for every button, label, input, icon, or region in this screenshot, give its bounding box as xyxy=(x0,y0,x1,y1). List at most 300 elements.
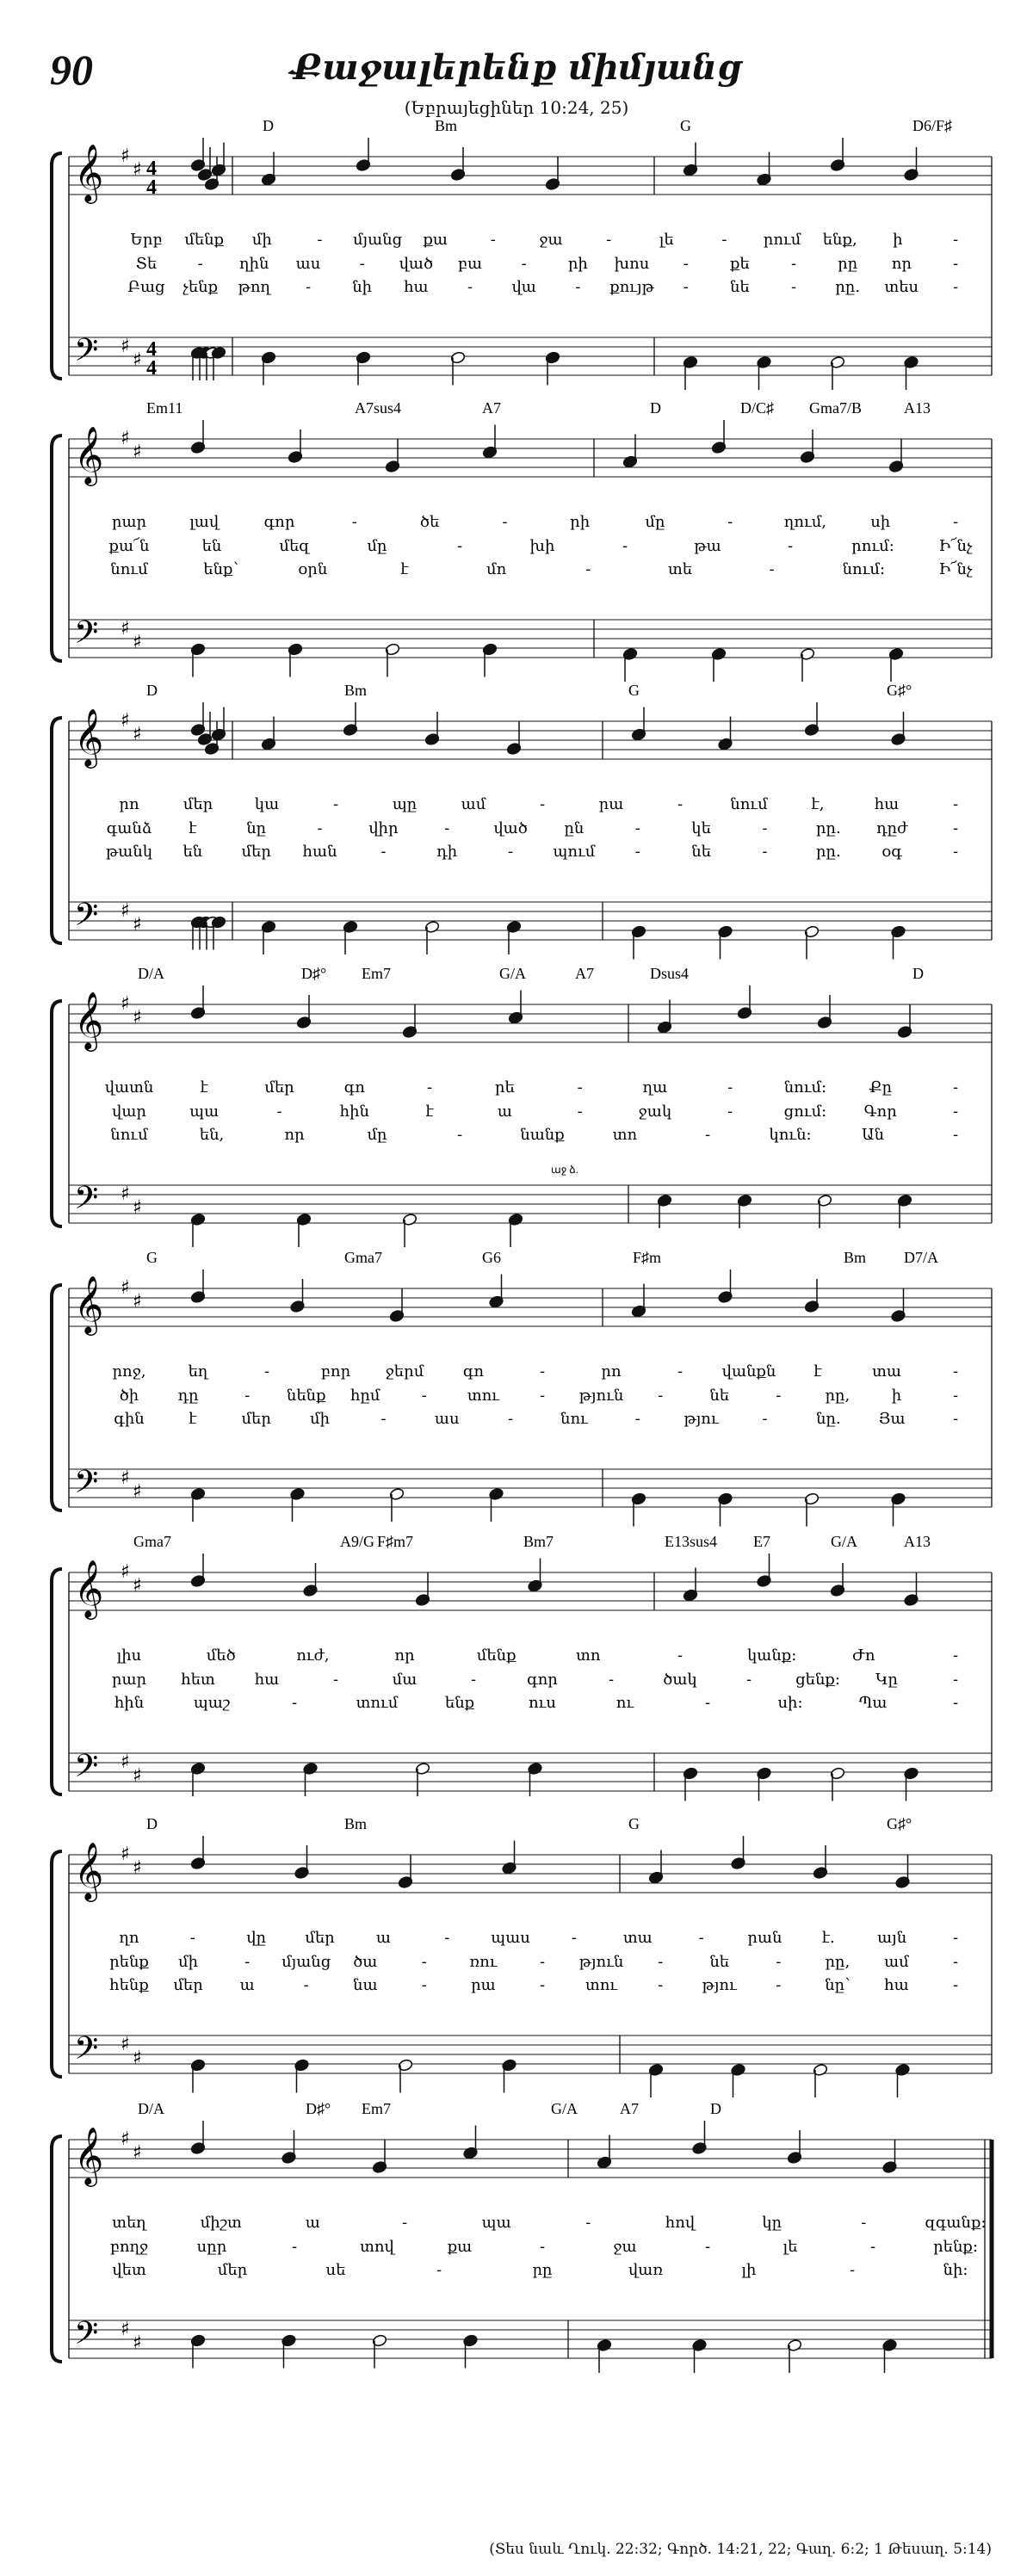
lyric-syllable: մենք xyxy=(476,1646,516,1665)
key-sharp: ♯ xyxy=(133,914,142,936)
lyric-syllable: - xyxy=(634,819,640,837)
lyric-syllable: - xyxy=(634,843,640,861)
lyric-syllable: - xyxy=(197,255,203,273)
lyric-syllable: մո xyxy=(486,560,507,578)
lyric-syllable: թյուն xyxy=(578,1387,624,1405)
key-sharp: ♯ xyxy=(121,145,130,167)
key-sharp: ♯ xyxy=(133,1481,142,1503)
lyric-syllable: րենք xyxy=(109,1953,149,1971)
lyric-syllable: հըմ xyxy=(350,1387,380,1405)
lyric-syllable: ենք xyxy=(444,1694,475,1712)
lyric-syllable: աս xyxy=(295,255,321,273)
treble-clef: 𝄞 xyxy=(74,1559,104,1617)
lyric-syllable: - xyxy=(869,2238,876,2256)
lyric-syllable: ծի xyxy=(119,1387,139,1405)
lyric-syllable: ված xyxy=(399,255,434,273)
lyric-syllable: - xyxy=(421,1387,427,1405)
lyric-syllable: տով xyxy=(360,2238,394,2256)
lyric-syllable: ըն xyxy=(564,819,585,837)
chord-symbol: D7/A xyxy=(904,1249,938,1266)
lyric-syllable: մեզ xyxy=(279,537,310,555)
key-sharp: ♯ xyxy=(121,2319,130,2340)
key-sharp: ♯ xyxy=(121,900,130,922)
lyric-syllable: լե xyxy=(782,2238,798,2256)
system-bracket xyxy=(52,1285,62,1510)
lyric-syllable: են, xyxy=(199,1126,225,1144)
bass-clef: 𝄢 xyxy=(74,1464,99,1508)
key-sharp: ♯ xyxy=(133,1291,142,1313)
lyric-syllable: - xyxy=(622,537,628,555)
lyric-syllable: րար xyxy=(111,513,147,531)
lyric-syllable: մի xyxy=(178,1953,199,1971)
lyric-syllable: - xyxy=(539,1387,546,1405)
lyric-syllable: Տե xyxy=(135,255,158,273)
lyric-syllable: նը՝ xyxy=(825,1976,851,1994)
lyric-syllable: - xyxy=(508,843,514,861)
lyric-syllable: խի xyxy=(529,537,555,555)
lyric-syllable: եղ xyxy=(188,1362,208,1381)
chord-symbol: D xyxy=(263,117,274,134)
key-sharp: ♯ xyxy=(133,724,142,745)
lyric-syllable: տա xyxy=(872,1362,901,1381)
lyric-syllable: - xyxy=(189,1929,195,1947)
key-sharp: ♯ xyxy=(121,428,130,449)
lyric-syllable: - xyxy=(490,231,496,249)
lyric-syllable: նում xyxy=(110,560,148,578)
lyric-syllable: րում xyxy=(763,231,801,249)
lyric-syllable: Ի՜նչ xyxy=(938,537,973,555)
lyric-syllable: են xyxy=(201,537,222,555)
lyric-syllable: - xyxy=(539,1362,546,1381)
lyric-syllable: պը xyxy=(392,795,418,813)
key-sharp: ♯ xyxy=(121,618,130,639)
lyric-syllable: հին xyxy=(114,1694,145,1712)
lyric-syllable: գանձ xyxy=(106,819,152,837)
lyric-syllable: ղում, xyxy=(783,513,827,531)
key-sharp: ♯ xyxy=(121,1467,130,1489)
bass-clef: 𝄢 xyxy=(74,1748,99,1792)
chord-symbol: D xyxy=(146,1815,158,1832)
lyric-syllable: - xyxy=(952,1078,959,1096)
lyric-syllable: որ xyxy=(394,1646,415,1665)
lyric-syllable: մեր xyxy=(173,1976,203,1994)
lyric-syllable: - xyxy=(952,1694,959,1712)
lyric-syllable: րը xyxy=(838,255,858,273)
lyric-syllable: բողջ xyxy=(109,2238,149,2256)
lyric-syllable: գոր xyxy=(527,1671,558,1689)
lyric-syllable: լի xyxy=(741,2261,757,2279)
lyric-syllable: մը xyxy=(367,537,387,555)
lyric-syllable: - xyxy=(634,1410,640,1428)
chord-symbol: D6/F♯ xyxy=(912,117,953,134)
system-bracket xyxy=(52,436,62,661)
lyric-syllable: - xyxy=(456,1126,463,1144)
lyric-syllable: - xyxy=(444,1929,450,1947)
lyric-syllable: - xyxy=(952,278,959,296)
lyric-syllable: - xyxy=(508,1410,514,1428)
lyric-syllable: - xyxy=(658,1953,664,1971)
chord-symbol: Bm xyxy=(344,1815,368,1832)
lyric-syllable: դը xyxy=(177,1387,199,1405)
lyric-syllable: րը, xyxy=(825,1387,851,1405)
lyric-syllable: Բաց xyxy=(127,278,165,296)
chord-symbol: Gma7 xyxy=(344,1249,382,1266)
lyric-syllable: - xyxy=(727,513,733,531)
lyric-syllable: - xyxy=(683,255,689,273)
lyric-syllable: - xyxy=(952,1671,959,1689)
lyric-syllable: տո xyxy=(612,1126,638,1144)
lyric-syllable: լավ xyxy=(189,513,220,531)
lyric-syllable: աս xyxy=(434,1410,460,1428)
lyric-syllable: ղա xyxy=(642,1078,668,1096)
lyric-syllable: են xyxy=(182,843,203,861)
lyric-syllable: րում: xyxy=(851,537,894,555)
lyric-syllable: մեր xyxy=(241,1410,271,1428)
lyric-syllable: նում xyxy=(110,1126,148,1144)
lyric-syllable: նը. xyxy=(816,1410,841,1428)
lyric-syllable: րոջ, xyxy=(112,1362,146,1381)
chord-symbol: G xyxy=(628,682,640,699)
lyric-syllable: - xyxy=(952,819,959,837)
lyric-syllable: նանք xyxy=(520,1126,565,1144)
lyric-syllable: - xyxy=(585,560,591,578)
key-sharp: ♯ xyxy=(121,710,130,732)
lyric-syllable: հա xyxy=(404,278,429,296)
lyric-syllable: է. xyxy=(821,1929,835,1947)
lyric-syllable: հենք xyxy=(109,1976,149,1994)
key-sharp: ♯ xyxy=(133,349,142,371)
lyric-syllable: այն xyxy=(877,1929,907,1947)
chord-symbol: D/A xyxy=(138,2100,164,2117)
bass-clef: 𝄢 xyxy=(74,1180,99,1224)
lyric-syllable: ծա xyxy=(353,1953,378,1971)
key-sharp: ♯ xyxy=(133,1765,142,1787)
lyric-syllable: խոս xyxy=(614,255,650,273)
lyric-syllable: - xyxy=(244,1387,251,1405)
lyric-syllable: րը. xyxy=(815,819,841,837)
lyric-syllable: - xyxy=(762,843,768,861)
lyric-syllable: - xyxy=(456,537,463,555)
chord-symbol: G/A xyxy=(551,2100,578,2117)
lyric-syllable: մը xyxy=(645,513,665,531)
lyric-syllable: նե xyxy=(709,1953,730,1971)
chord-symbol: G xyxy=(680,117,691,134)
lyric-syllable: - xyxy=(575,278,581,296)
lyric-syllable: - xyxy=(303,1976,309,1994)
lyric-syllable: մա xyxy=(392,1671,418,1689)
lyric-syllable: րը, xyxy=(825,1953,851,1971)
bass-clef: 𝄢 xyxy=(74,2315,99,2359)
chord-symbol: E7 xyxy=(753,1533,770,1550)
lyric-syllable: պաշ xyxy=(193,1694,231,1712)
lyric-syllable: ա xyxy=(497,1103,512,1121)
lyric-syllable: - xyxy=(332,795,339,813)
lyric-syllable: - xyxy=(727,1078,733,1096)
lyric-syllable: ուս xyxy=(529,1694,556,1712)
lyric-syllable: բոր xyxy=(320,1362,351,1381)
lyric-syllable: - xyxy=(585,2214,591,2232)
chord-symbol: Bm xyxy=(344,682,368,699)
lyric-syllable: րո xyxy=(119,795,139,813)
lyric-syllable: - xyxy=(952,1362,959,1381)
lyric-syllable: ենք, xyxy=(822,231,857,249)
key-sharp: ♯ xyxy=(121,1183,130,1205)
lyric-syllable: քույթ xyxy=(609,278,654,296)
key-sharp: ♯ xyxy=(121,1277,130,1299)
lyric-syllable: գոր xyxy=(263,513,295,531)
chord-symbol: Dsus4 xyxy=(650,965,690,982)
key-sharp: ♯ xyxy=(121,1561,130,1583)
lyric-syllable: մի xyxy=(251,231,272,249)
key-sharp: ♯ xyxy=(121,2128,130,2150)
lyric-syllable: է xyxy=(813,1362,822,1381)
lyric-syllable: տում xyxy=(356,1694,399,1712)
lyric-syllable: ցենք: xyxy=(795,1671,840,1689)
bass-clef: 𝄢 xyxy=(74,2030,99,2074)
chord-symbol: D xyxy=(710,2100,721,2117)
lyric-syllable: - xyxy=(351,513,357,531)
lyric-syllable: - xyxy=(276,1103,282,1121)
lyric-syllable: - xyxy=(952,1929,959,1947)
lyric-syllable: - xyxy=(380,843,387,861)
chord-symbol: D xyxy=(146,682,158,699)
lyric-syllable: է xyxy=(400,560,409,578)
lyric-syllable: նու xyxy=(560,1410,588,1428)
chord-symbol: F♯m xyxy=(633,1249,662,1266)
treble-clef: 𝄞 xyxy=(74,1841,104,1900)
lyric-syllable: լիս xyxy=(116,1646,142,1665)
key-sharp: ♯ xyxy=(133,1857,142,1879)
lyric-syllable: - xyxy=(359,255,365,273)
lyric-syllable: նե xyxy=(709,1387,730,1405)
chord-symbol: A7 xyxy=(482,399,501,417)
bass-clef: 𝄢 xyxy=(74,332,99,376)
lyric-syllable: պաս xyxy=(491,1929,530,1947)
lyric-syllable: լե xyxy=(659,231,674,249)
lyric-syllable: - xyxy=(658,1387,664,1405)
lyric-syllable: րան xyxy=(747,1929,782,1947)
chord-symbol: A7sus4 xyxy=(355,399,402,417)
lyric-syllable: - xyxy=(952,513,959,531)
lyric-syllable: - xyxy=(263,1362,270,1381)
lyric-syllable: Ան xyxy=(861,1126,885,1144)
lyric-syllable: րա xyxy=(471,1976,496,1994)
lyric-syllable: րը xyxy=(532,2261,553,2279)
lyric-syllable: է, xyxy=(811,795,825,813)
system-bracket xyxy=(52,1851,62,2077)
lyric-syllable: - xyxy=(769,560,775,578)
lyric-syllable: Գոր xyxy=(863,1103,897,1121)
lyric-syllable: - xyxy=(952,843,959,861)
lyric-syllable: - xyxy=(698,1929,704,1947)
lyric-syllable: թյու xyxy=(684,1410,719,1428)
footer-references: (Տես նաև Ղուկ. 22:32; Գործ. 14:21, 22; Գաղ. 6:2; 1 Թեսաղ. 5:14) xyxy=(489,2541,992,2558)
lyric-syllable: որ xyxy=(284,1126,305,1144)
lyric-syllable: - xyxy=(606,231,612,249)
chord-symbol: G xyxy=(146,1249,158,1266)
lyric-syllable: տու xyxy=(585,1976,618,1994)
chord-symbol: G♯° xyxy=(887,682,912,699)
lyric-syllable: - xyxy=(849,2261,856,2279)
lyric-syllable: տա xyxy=(622,1929,653,1947)
lyric-syllable: - xyxy=(776,1387,782,1405)
lyric-syllable: - xyxy=(539,795,546,813)
lyric-syllable: Կը xyxy=(875,1671,898,1689)
hymn-title: Քաջալերենք միմյանց xyxy=(291,47,742,88)
lyric-syllable: հով xyxy=(665,2214,696,2232)
lyric-syllable: գին xyxy=(114,1410,145,1428)
lyric-syllable: - xyxy=(952,1103,959,1121)
lyric-syllable: - xyxy=(436,2261,442,2279)
lyric-syllable: - xyxy=(291,2238,298,2256)
lyric-syllable: վետ xyxy=(112,2261,146,2279)
lyric-syllable: - xyxy=(658,1976,664,1994)
lyric-syllable: - xyxy=(332,1671,339,1689)
lyric-syllable: բա xyxy=(457,255,483,273)
lyric-syllable: Երբ xyxy=(130,231,163,249)
lyric-syllable: - xyxy=(790,255,797,273)
lyric-syllable: - xyxy=(317,819,323,837)
lyric-syllable: ջակ xyxy=(638,1103,672,1121)
lyric-syllable: տե xyxy=(667,560,693,578)
chord-symbol: G6 xyxy=(482,1249,501,1266)
lyric-syllable: րը. xyxy=(815,843,841,861)
lyric-syllable: քա xyxy=(447,2238,473,2256)
lyric-syllable: վանքն xyxy=(721,1362,776,1381)
lyric-syllable: - xyxy=(470,1671,477,1689)
key-sharp: ♯ xyxy=(133,442,142,463)
lyric-syllable: - xyxy=(952,1953,959,1971)
lyric-syllable: Քը xyxy=(869,1078,893,1096)
lyric-syllable: միշտ xyxy=(200,2214,242,2232)
lyric-syllable: - xyxy=(952,1410,959,1428)
chord-symbol: D/C♯ xyxy=(740,399,775,417)
lyric-syllable: - xyxy=(502,513,508,531)
lyric-syllable: վիր xyxy=(368,819,399,837)
lyric-syllable: հա xyxy=(874,795,900,813)
lyric-syllable: քա xyxy=(423,231,448,249)
key-sharp: ♯ xyxy=(121,993,130,1015)
system-bracket xyxy=(52,718,62,943)
chord-symbol: A7 xyxy=(620,2100,639,2117)
chord-symbol: A13 xyxy=(904,399,931,417)
lyric-syllable: ուժ, xyxy=(296,1646,330,1665)
lyric-syllable: նա xyxy=(353,1976,378,1994)
treble-clef: 𝄞 xyxy=(74,143,104,201)
lyric-syllable: վա xyxy=(511,278,536,296)
chord-symbol: G/A xyxy=(499,965,526,982)
lyric-syllable: - xyxy=(305,278,312,296)
key-sharp: ♯ xyxy=(121,1751,130,1773)
lyric-syllable: քա՜ն xyxy=(108,537,150,555)
lyric-syllable: հին xyxy=(339,1103,369,1121)
key-sharp: ♯ xyxy=(133,2048,142,2069)
lyric-syllable: - xyxy=(421,1953,427,1971)
lyric-syllable: ղին xyxy=(239,255,269,273)
system-bracket xyxy=(52,1569,62,1795)
lyric-syllable: մը xyxy=(367,1126,387,1144)
lyric-syllable: թող xyxy=(238,278,271,296)
lyric-syllable: թանկ xyxy=(105,843,153,861)
lyric-syllable: կանք: xyxy=(746,1646,797,1665)
lyric-syllable: - xyxy=(467,278,473,296)
lyric-syllable: պա xyxy=(481,2214,511,2232)
lyric-syllable: - xyxy=(787,537,794,555)
lyric-syllable: օգ xyxy=(881,843,902,861)
lyric-syllable: նի: xyxy=(943,2261,968,2279)
lyric-syllable: է xyxy=(189,819,197,837)
lyric-syllable: կա xyxy=(254,795,280,813)
lyric-syllable: վար xyxy=(111,1103,147,1121)
lyric-syllable: - xyxy=(745,1671,752,1689)
chord-symbol: A9/G xyxy=(340,1533,374,1550)
time-sig-bottom: 4 xyxy=(146,357,157,380)
lyric-syllable: րա xyxy=(598,795,624,813)
lyric-syllable: վատն xyxy=(104,1078,154,1096)
lyric-syllable: նենք xyxy=(286,1387,326,1405)
lyric-syllable: ի xyxy=(893,231,903,249)
lyric-syllable: - xyxy=(380,1410,387,1428)
lyric-syllable: ենք՝ xyxy=(203,560,239,578)
lyric-syllable: ու xyxy=(615,1694,634,1712)
lyric-syllable: նե xyxy=(691,843,711,861)
lyric-syllable: - xyxy=(291,1694,298,1712)
lyric-syllable: տեղ xyxy=(112,2214,146,2232)
lyric-syllable: վառ xyxy=(628,2261,664,2279)
lyric-syllable: գո xyxy=(462,1362,485,1381)
lyric-syllable: - xyxy=(539,1976,546,1994)
lyric-syllable: - xyxy=(952,1976,959,1994)
lyric-syllable: Ժո xyxy=(852,1646,875,1665)
lyric-syllable: պա xyxy=(189,1103,220,1121)
lyric-syllable: - xyxy=(539,2238,546,2256)
lyric-syllable: նում: xyxy=(842,560,886,578)
chord-symbol: D xyxy=(650,399,661,417)
lyric-syllable: սըր xyxy=(196,2238,227,2256)
system-bracket xyxy=(52,1001,62,1226)
lyric-syllable: - xyxy=(790,278,797,296)
lyric-syllable: - xyxy=(952,1126,959,1144)
lyric-syllable: - xyxy=(952,795,959,813)
lyric-syllable: - xyxy=(861,2214,867,2232)
treble-clef: 𝄞 xyxy=(74,2126,104,2184)
chord-symbol: G xyxy=(628,1815,640,1832)
lyric-syllable: - xyxy=(704,1694,711,1712)
lyric-syllable: նի xyxy=(352,278,373,296)
lyric-syllable: է xyxy=(189,1410,197,1428)
lyric-syllable: - xyxy=(727,1103,733,1121)
lyric-syllable: նե xyxy=(729,278,750,296)
chord-symbol: D♯° xyxy=(306,2100,331,2117)
lyric-syllable: ջա xyxy=(539,231,563,249)
chord-symbol: G♯° xyxy=(887,1815,912,1832)
lyric-syllable: - xyxy=(952,1646,959,1665)
lyric-syllable: նը xyxy=(246,819,267,837)
lyric-syllable: - xyxy=(683,278,689,296)
lyric-syllable: - xyxy=(952,231,959,249)
key-sharp: ♯ xyxy=(133,2142,142,2164)
lyric-syllable: ցում: xyxy=(783,1103,827,1121)
lyric-syllable: հետ xyxy=(181,1671,215,1689)
lyric-syllable: - xyxy=(317,231,323,249)
chord-symbol: Bm xyxy=(844,1249,867,1266)
lyric-syllable: ջերմ xyxy=(385,1362,424,1381)
lyric-syllable: րի xyxy=(567,255,588,273)
chord-symbol: A13 xyxy=(904,1533,931,1550)
lyric-syllable: - xyxy=(762,819,768,837)
lyric-syllable: չենք xyxy=(182,278,219,296)
lyric-syllable: նում: xyxy=(783,1078,827,1096)
